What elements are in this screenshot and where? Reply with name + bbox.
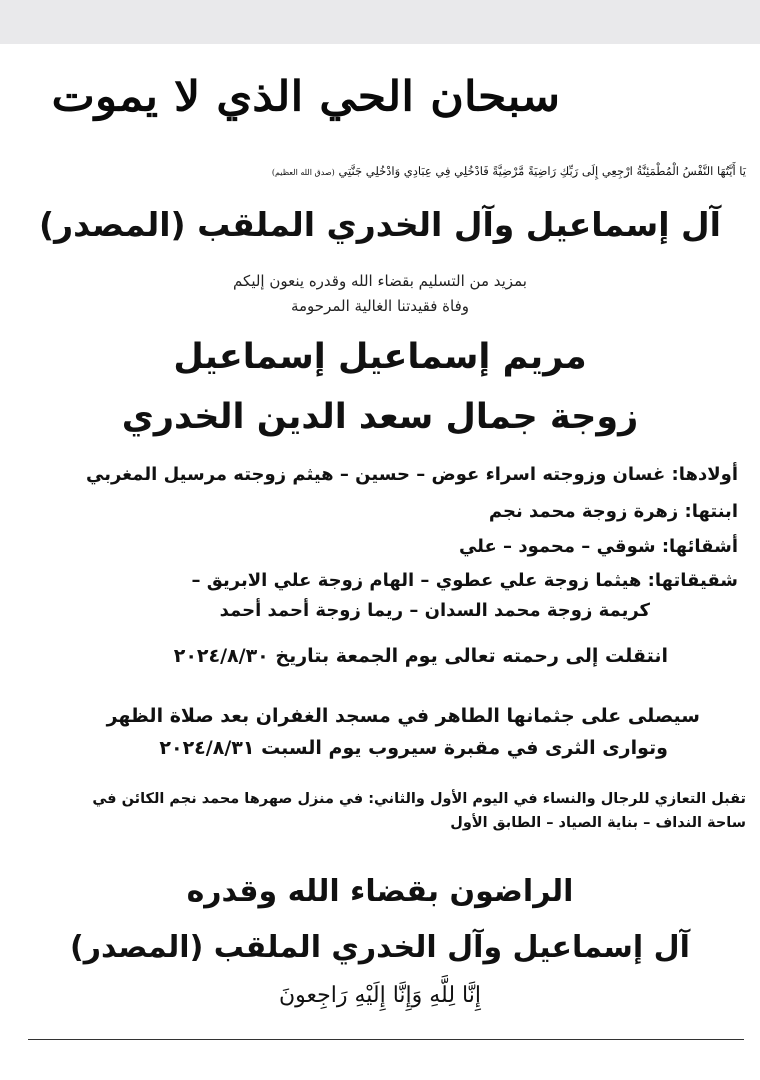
intro-line-2: وفاة فقيدتنا الغالية المرحومة [290,297,470,315]
funeral-line-1: سيصلى على جثمانها الطاهر في مسجد الغفران بعد صلاة الظهر [106,705,700,727]
intro-line-1: بمزيد من التسليم بقضاء الله وقدره ينعون إليكم [233,272,527,290]
deceased-name: مريم إسماعيل إسماعيل [173,337,587,377]
verse-suffix: (صدق الله العظيم) [271,168,335,177]
funeral-line-2: وتوارى الثرى في مقبرة سيروب يوم السبت ٢٠٢٤/٨/٣١ [159,737,668,759]
relatives-daughter: ابنتها: زهرة زوجة محمد نجم [488,501,738,522]
condolences-line-2: ساحة النداف – بناية الصياد – الطابق الأول [450,815,746,831]
relatives-brothers: أشقائها: شوقي – محمود – علي [458,536,738,557]
family-title: آل إسماعيل وآل الخدري الملقب (المصدر) [39,205,721,244]
bottom-divider [28,1039,744,1040]
calligraphy-text: سبحان الحي الذي لا يموت [51,71,560,121]
closing-line-1: الراضون بقضاء الله وقدره [186,874,574,909]
deceased-spouse: زوجة جمال سعد الدين الخدري [121,397,639,437]
relatives-children: أولادها: غسان وزوجته اسراء عوض – حسين – هيثم زوجته مرسيل المغربي [85,464,738,485]
obituary-page [0,44,760,1080]
quran-verse [272,164,746,178]
top-bar [0,0,760,44]
closing-quran: إِنَّا لِلَّهِ وَإِنَّا إِلَيْهِ رَاجِعونَ [279,983,481,1008]
condolences-line-1: تقبل التعازي للرجال والنساء في اليوم الأول والثاني: في منزل صهرها محمد نجم الكائن في [92,791,746,807]
relatives-sisters-2: كريمة زوجة محمد السدان – ريما زوجة أحمد أحمد [219,600,650,621]
verse-text: يَا أَيَّتُهَا النَّفْسُ الْمُطْمَئِنَّةُ ارْجِعِي إِلَى رَبِّكِ رَاضِيَةً مَّرْضِيَّةً فَادْخُلِي فِي عِبَادِي وَادْخُلِي جَنَّتِي [338,164,746,178]
closing-line-2: آل إسماعيل وآل الخدري الملقب (المصدر) [70,930,690,965]
calligraphy-header [51,66,560,136]
death-notice: انتقلت إلى رحمته تعالى يوم الجمعة بتاريخ ٢٠٢٤/٨/٣٠ [173,645,668,667]
relatives-sisters-1: شقيقاتها: هيثما زوجة علي عطوي – الهام زوجة علي الابريق – [191,570,738,591]
